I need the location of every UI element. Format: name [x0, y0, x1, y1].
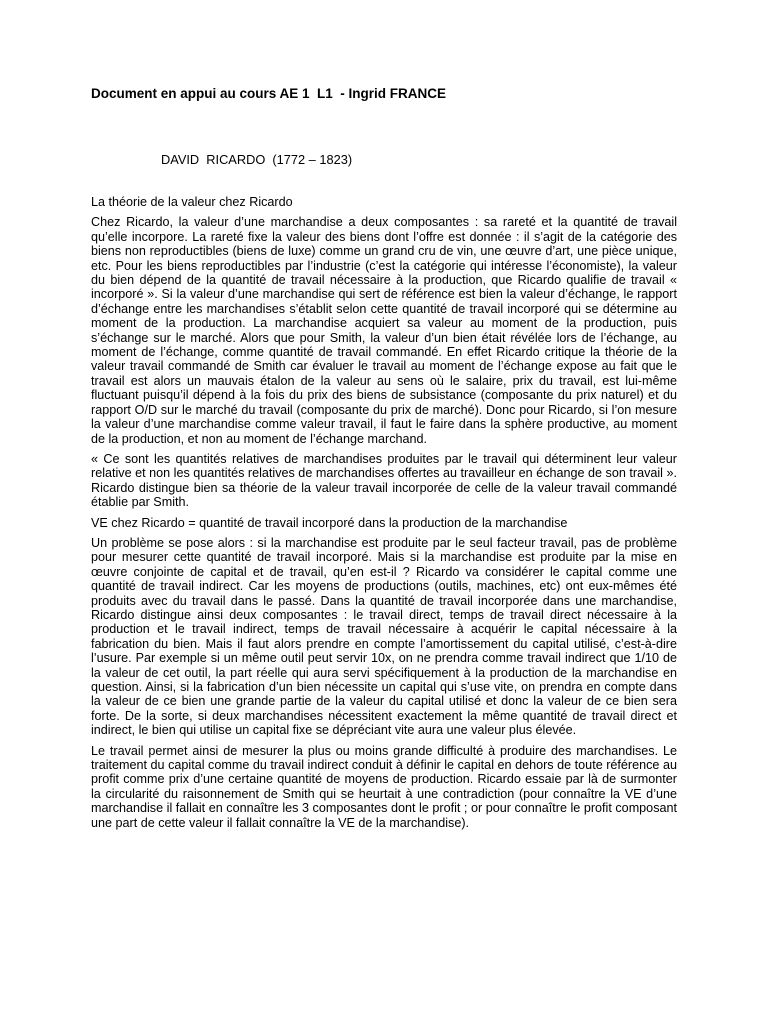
paragraph-ve-definition: VE chez Ricardo = quantité de travail incorporé dans la production de la marchandise: [91, 515, 568, 530]
paragraph-intro: Chez Ricardo, la valeur d’une marchandise a deux composantes : sa rareté et la quantité de travail qu’elle incorpore. La rareté fixe la valeur des biens dont l’offre est donnée : il s’agit de la catégorie des biens non reproductibles (biens de luxe) comme un grand cru de vin, une œuvre d’art, une pièce unique, etc. Pour les biens reproductibles par l’industrie (c’est la catégorie qui intéresse l’économiste), la valeur du bien dépend de la quantité de travail nécessaire à la production, que Ricardo qualifie de travail « incorporé ». Si la valeur d’une marchandise qui sert de référence est bien la valeur d’échange, le rapport d’échange entre les marchandises s’établit selon cette quantité de travail incorporé qui se détermine au moment de la production. La marchandise acquiert sa valeur au moment de la production, puis s’échange sur le marché. Alors que pour Smith, la valeur d’un bien était révélée lors de l’échange, au moment de l’échange, comme quantité de travail commandé. En effet Ricardo critique la théorie de la valeur travail commandé de Smith car évaluer le travail au moment de l’échange expose au fait que le travail est alors un mauvais étalon de la valeur au sens où le salaire, prix du travail, est lui-même fluctuant puisqu’il dépend à la fois du prix des biens de subsistance (composante du prix naturel) et du rapport O/D sur le marché du travail (composante du prix de marché). Donc pour Ricardo, si l’on mesure la valeur d’une marchandise comme valeur travail, il faut le faire dans la sphère productive, au moment de la production, et non au moment de l’échange marchand.: [91, 215, 677, 446]
author-line: DAVID RICARDO (1772 – 1823): [161, 152, 353, 167]
paragraph-quote: « Ce sont les quantités relatives de marchandises produites par le travail qui déterminent leur valeur relative et non les quantités relatives de marchandises offertes au travailleur en échange de son travail ». Ricardo distingue bien sa théorie de la valeur travail incorporée de celle de la valeur travail commandé établie par Smith.: [91, 451, 677, 510]
document-body: [91, 195, 677, 836]
paragraph-conclusion: Le travail permet ainsi de mesurer la plus ou moins grande difficulté à produire des marchandises. Le traitement du capital comme du travail indirect conduit à définir le capital en dehors de toute référence au profit comme prix d’une certaine quantité de moyens de production. Ricardo essaie par là de surmonter la circularité du raisonnement de Smith qui se heurtait à une contradiction (pour connaître la VE d’une marchandise il fallait en connaître les 3 composantes dont le profit ; or pour connaître le profit composant une part de cette valeur il fallait connaître la VE de la marchandise).: [91, 743, 677, 830]
document-title: Document en appui au cours AE 1 L1 - Ingrid FRANCE: [91, 86, 447, 101]
section-heading: La théorie de la valeur chez Ricardo: [91, 195, 293, 209]
paragraph-capital: Un problème se pose alors : si la marchandise est produite par le seul facteur travail, pas de problème pour mesurer cette quantité de travail incorporé. Mais si la marchandise est produite par la mise en œuvre conjointe de capital et de travail, qu’en est-il ? Ricardo va considérer le capital comme une quantité de travail indirect. Car les moyens de productions (outils, machines, etc) ont eux-mêmes été produits avec du travail dans le passé. Dans la quantité de travail incorporée dans une marchandise, Ricardo distingue ainsi deux composantes : le travail direct, temps de travail direct nécessaire à la production et le travail indirect, temps de travail nécessaire à acquérir le capital nécessaire à la fabrication du bien. Mais il faut alors prendre en compte l’amortissement du capital utilisé, c’est-à-dire l’usure. Par exemple si un même outil peut servir 10x, on ne prendra comme travail indirect que 1/10 de la valeur de cet outil, la part réelle qui aura servi spécifiquement à la production de la marchandise en question. Ainsi, si la fabrication d’un bien nécessite un capital qui s’use vite, on prendra en compte dans la valeur de ce bien une grande partie de la valeur du capital utilisé et donc la valeur de ce bien sera forte. De la sorte, si deux marchandises nécessitent exactement la même quantité de travail direct et indirect, le bien qui utilise un capital fixe se dépréciant vite aura une valeur plus élevée.: [91, 535, 677, 738]
